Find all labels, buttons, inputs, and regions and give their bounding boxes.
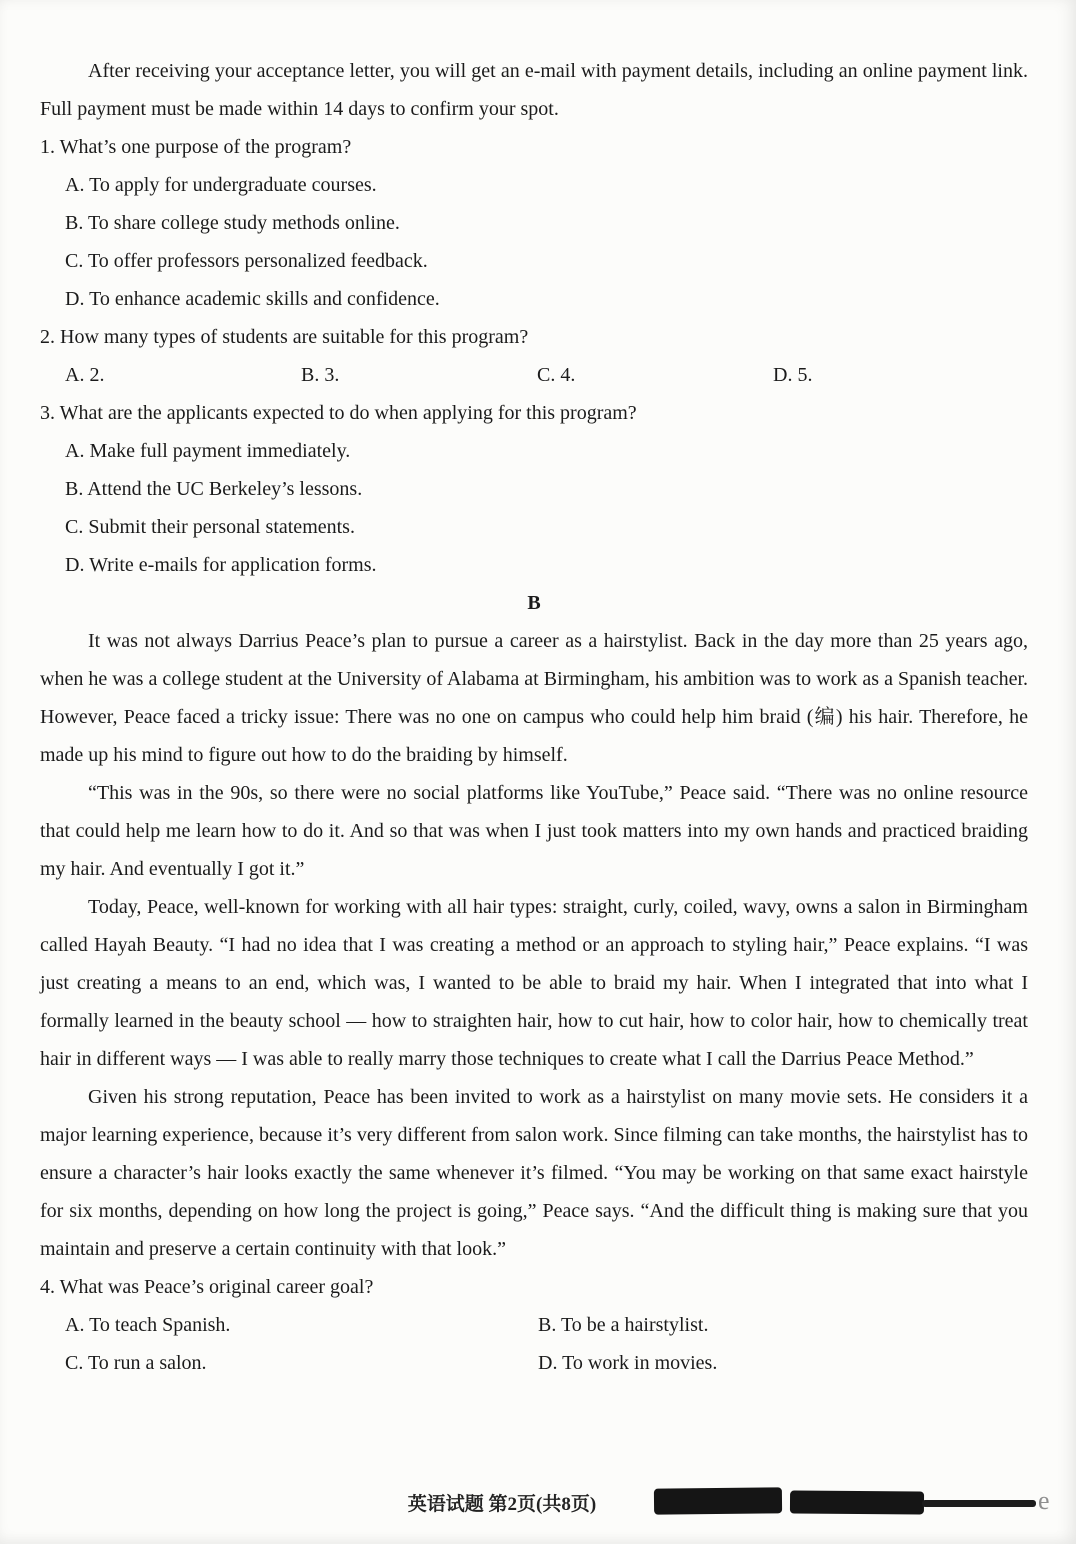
question-stem: 2. How many types of students are suitable for this program?	[40, 326, 529, 348]
option-a: A. Make full payment immediately.	[65, 440, 351, 462]
question-stem: 4. What was Peace’s original career goal?	[40, 1276, 374, 1298]
page-edge-mark-e: e	[1038, 1486, 1050, 1515]
question-3	[40, 394, 1028, 584]
redaction-mark	[790, 1491, 924, 1515]
options-row-ab	[40, 1306, 1028, 1344]
options-inline-row	[40, 356, 1028, 394]
page-footer-text: 英语试题 第2页(共8页)	[407, 1494, 597, 1515]
option-b: B. To share college study methods online.	[65, 212, 400, 234]
options-row-cd	[40, 1344, 1028, 1382]
option-b: B. To be a hairstylist.	[538, 1314, 709, 1336]
option-c: C. To run a salon.	[65, 1352, 207, 1374]
option-d: D. To enhance academic skills and confidence.	[65, 288, 440, 310]
option-d: D. 5.	[773, 364, 813, 386]
option-d: D. To work in movies.	[538, 1352, 718, 1374]
question-2	[40, 318, 1028, 394]
option-c: C. Submit their personal statements.	[65, 516, 355, 538]
question-1	[40, 128, 1028, 318]
option-d: D. Write e-mails for application forms.	[65, 554, 377, 576]
redaction-mark	[654, 1487, 782, 1514]
option-b: B. 3.	[301, 364, 340, 386]
passage-paragraph-4: Given his strong reputation, Peace has been invited to work as a hairstylist on many movie sets. He considers it a major learning experience, because it’s very different from salon work. Since filming can take months, the hairstylist has to ensure a character’s hair looks exactly the same whenever it’s filmed. “You may be working on that same exact hairstyle for six months, depending on how long the project is going,” Peace says. “And the difficult thing is making sure that you maintain and preserve a certain continuity with that look.”	[40, 1086, 1028, 1260]
passage-paragraph-1: It was not always Darrius Peace’s plan to pursue a career as a hairstylist. Back in the day more than 25 years ago, when he was a college student at the University of Alabama at Birmingham, his ambition was to work as a Spanish teacher. However, Peace faced a tricky issue: There was no one on campus who could help him braid (编) his hair. Therefore, he made up his mind to figure out how to do the braiding by himself.	[40, 630, 1028, 766]
option-a: A. To teach Spanish.	[65, 1314, 231, 1336]
question-stem: 3. What are the applicants expected to do when applying for this program?	[40, 402, 637, 424]
passage-paragraph-2: “This was in the 90s, so there were no social platforms like YouTube,” Peace said. “There was no online resource that could help me learn how to do it. And so that was when I just took matters into my own hands and practiced braiding my hair. And eventually I got it.”	[40, 782, 1028, 880]
question-4	[40, 1268, 1028, 1382]
option-c: C. To offer professors personalized feedback.	[65, 250, 428, 272]
question-stem: 1. What’s one purpose of the program?	[40, 136, 352, 158]
passage-paragraph-3: Today, Peace, well-known for working with all hair types: straight, curly, coiled, wavy, owns a salon in Birmingham called Hayah Beauty. “I had no idea that I was creating a method or an approach to styling hair,” Peace explains. “I was just creating a means to an end, which was, I wanted to be able to braid my hair. When I integrated that into what I formally learned in the beauty school — how to straighten hair, how to cut hair, how to color hair, how to chemically treat hair in different ways — I was able to really marry those techniques to create what I call the Darrius Peace Method.”	[40, 896, 1028, 1070]
option-b: B. Attend the UC Berkeley’s lessons.	[65, 478, 363, 500]
option-c: C. 4.	[537, 364, 576, 386]
redaction-mark	[922, 1500, 1036, 1507]
option-a: A. 2.	[65, 364, 105, 386]
option-a: A. To apply for undergraduate courses.	[65, 174, 377, 196]
intro-paragraph: After receiving your acceptance letter, you will get an e-mail with payment details, including an online payment link. Full payment must be made within 14 days to confirm your spot.	[40, 60, 1028, 120]
section-heading-b: B	[527, 592, 541, 614]
